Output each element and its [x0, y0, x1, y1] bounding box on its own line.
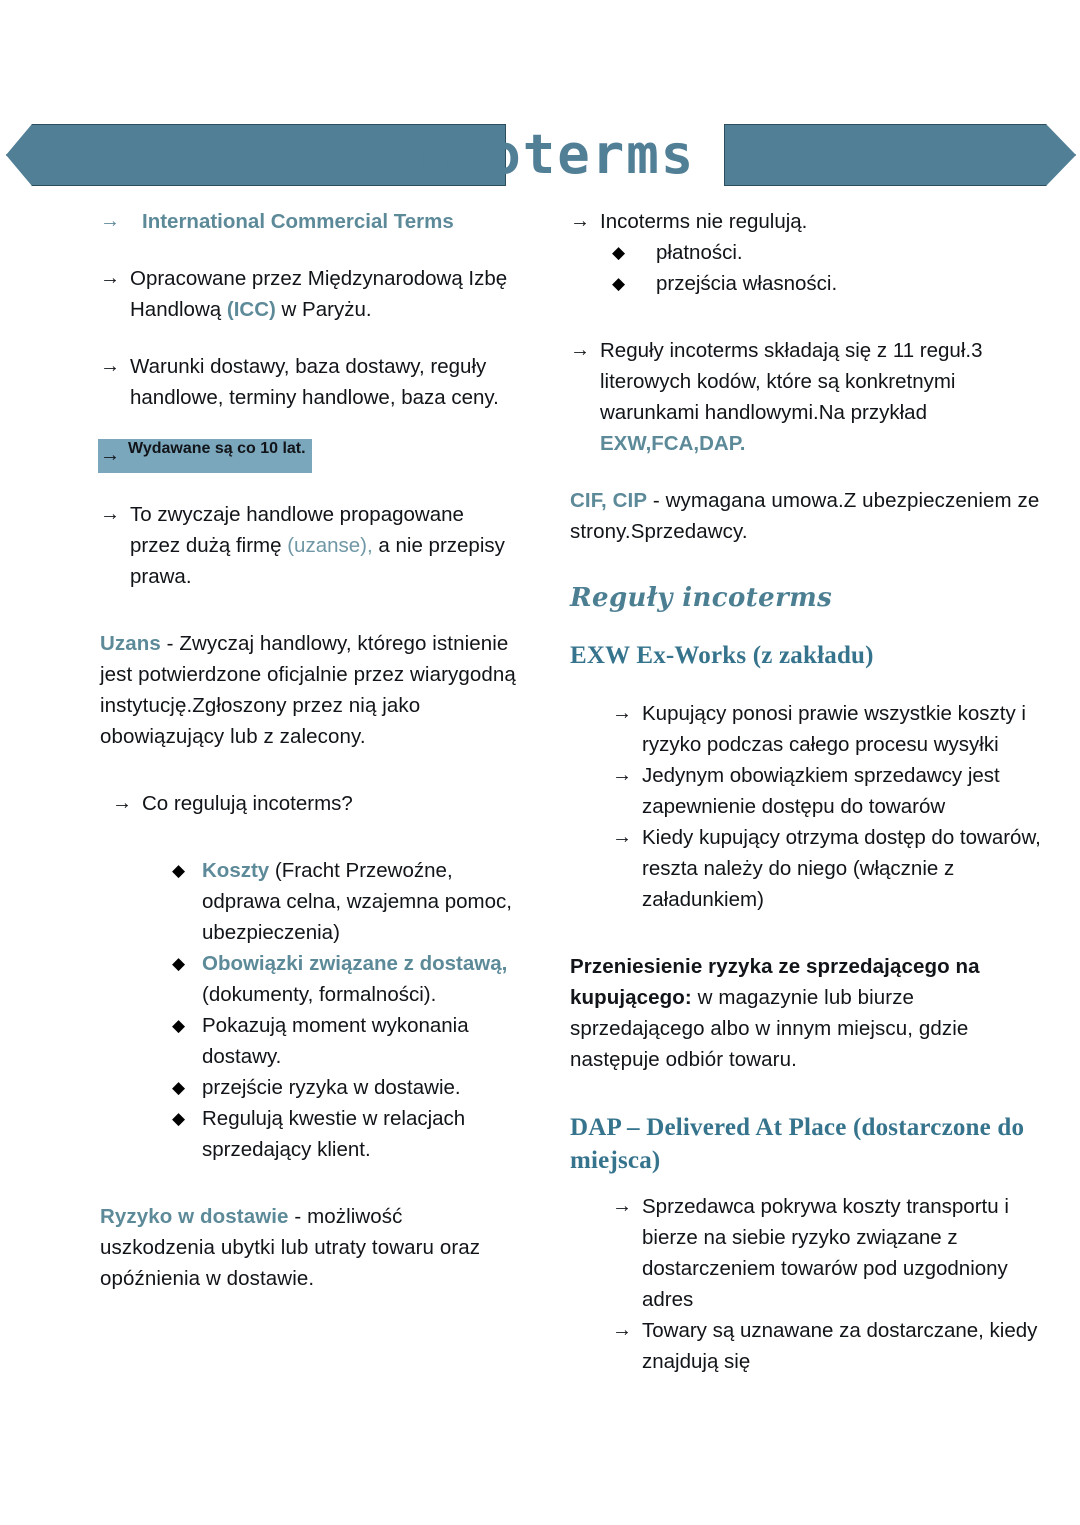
- bullet-label: Incoterms nie regulują.: [600, 210, 808, 233]
- accent-part: Obowiązki związane z dostawą,: [202, 952, 508, 975]
- arrow-icon: →: [100, 444, 120, 466]
- list-co-reguluja-items: [100, 855, 518, 1165]
- spacer: [100, 413, 518, 439]
- spacer: [100, 473, 518, 499]
- bullet-label: [600, 335, 1044, 459]
- spacer: [100, 592, 518, 628]
- bullet-label: Kiedy kupujący otrzyma dostęp do towarów, reszta należy do niego (włącznie z załadunkiem): [642, 826, 1041, 911]
- right-column: [540, 206, 1080, 1377]
- spacer: [570, 1075, 1044, 1111]
- arrow-icon: →: [612, 1319, 632, 1341]
- arrow-icon: →: [100, 267, 120, 289]
- definition-cif-cip: - wymagana umowa.Z ubezpieczeniem ze strony.Sprzedawcy.: [570, 489, 1040, 543]
- bullet-label: Kupujący ponosi prawie wszystkie koszty i ryzyko podczas całego procesu wysyłki: [642, 702, 1026, 756]
- arrow-icon: →: [612, 1195, 632, 1217]
- spacer: [100, 237, 518, 263]
- text-part: a nie przepisy prawa.: [130, 534, 505, 588]
- spacer: [570, 459, 1044, 485]
- definition-przeniesienie: w magazynie lub biurze sprzedającego albo w innym miejscu, gdzie następuje odbiór towaru.: [570, 986, 969, 1071]
- text-part: w Paryżu.: [275, 298, 372, 321]
- bullet-dap-item: [612, 1315, 1044, 1377]
- spacer: [570, 299, 1044, 335]
- bullet-exw-item: [612, 822, 1044, 915]
- list-item: [172, 1010, 518, 1072]
- arrow-icon: →: [612, 764, 632, 786]
- bullet-label: International Commercial Terms: [142, 210, 454, 233]
- diamond-icon: ◆: [612, 243, 626, 262]
- left-column: [0, 206, 540, 1377]
- term-uzans: Uzans: [100, 632, 161, 655]
- bullet-international-commercial-terms: [100, 206, 518, 237]
- list-item: [612, 268, 1044, 299]
- heading-dap-delivered-at-place: DAP – Delivered At Place (dostarczone do miejsca): [570, 1114, 1025, 1174]
- diamond-icon: ◆: [172, 1109, 186, 1128]
- list-item-label: przejście ryzyka w dostawie.: [202, 1076, 461, 1099]
- accent-codes: EXW,FCA,DAP.: [600, 432, 746, 455]
- list-item: [172, 1072, 518, 1103]
- bullet-opracowane-przez-icc: [100, 263, 518, 325]
- text-part: To zwyczaje handlowe propagowane przez dużą firmę: [130, 503, 464, 557]
- bullet-label: Towary są uznawane za dostarczane, kiedy znajdują się: [642, 1319, 1038, 1373]
- diamond-icon: ◆: [172, 1078, 186, 1097]
- spacer: [570, 915, 1044, 951]
- bullet-zwyczaje-handlowe: [100, 499, 518, 592]
- text-part: Reguły incoterms składają się z 11 reguł.3 literowych kodów, które są konkretnymi warunkami handlowymi.Na przykład: [600, 339, 983, 424]
- list-dap-items: [570, 1191, 1044, 1377]
- term-ryzyko: Ryzyko w dostawie: [100, 1205, 289, 1228]
- spacer: [570, 1177, 1044, 1191]
- diamond-icon: ◆: [612, 274, 626, 293]
- arrow-icon: →: [612, 702, 632, 724]
- definition-ryzyko: - możliwość uszkodzenia ubytki lub utraty towaru oraz opóźnienia w dostawie.: [100, 1205, 481, 1290]
- heading-reguly-incoterms: Reguły incoterms: [570, 583, 833, 613]
- paragraph-cif-cip: [570, 485, 1044, 547]
- arrow-icon: →: [612, 826, 632, 848]
- bullet-incoterms-nie-reguluja: [570, 206, 1044, 237]
- list-item: [172, 948, 518, 1010]
- list-item-label: Pokazują moment wykonania dostawy.: [202, 1014, 469, 1068]
- paragraph-przeniesienie-ryzyka: [570, 951, 1044, 1075]
- arrow-icon: →: [100, 210, 120, 232]
- paragraph-ryzyko-w-dostawie: [100, 1201, 518, 1294]
- list-item: [612, 237, 1044, 268]
- accent-part: Koszty: [202, 859, 270, 882]
- arrow-icon: →: [100, 503, 120, 525]
- bullet-dap-item: [612, 1191, 1044, 1315]
- bullet-reguly-incoterms-11: [570, 335, 1044, 459]
- bullet-exw-item: [612, 698, 1044, 760]
- bullet-label: Co regulują incoterms?: [142, 792, 353, 815]
- list-item: [172, 1103, 518, 1165]
- spacer: [100, 325, 518, 351]
- bullet-label: Warunki dostawy, baza dostawy, reguły handlowe, terminy handlowe, baza ceny.: [130, 355, 499, 409]
- bullet-label: Wydawane są co 10 lat.: [128, 440, 306, 457]
- list-item-label: [202, 948, 518, 1010]
- list-exw-items: [570, 698, 1044, 915]
- bullet-label: Jedynym obowiązkiem sprzedawcy jest zapewnienie dostępu do towarów: [642, 764, 1000, 818]
- arrow-icon: →: [112, 792, 132, 814]
- list-nie-reguluja-items: [570, 237, 1044, 299]
- text-part: (dokumenty, formalności).: [202, 983, 437, 1006]
- arrow-icon: →: [570, 339, 590, 361]
- list-item-label: Regulują kwestie w relacjach sprzedający klient.: [202, 1107, 466, 1161]
- diamond-icon: ◆: [172, 1016, 186, 1035]
- term-cif-cip: CIF, CIP: [570, 489, 648, 512]
- list-item-label: [202, 855, 518, 948]
- page-title: Incoterms: [384, 123, 696, 186]
- bullet-label: Sprzedawca pokrywa koszty transportu i bierze na siebie ryzyko związane z dostarczeniem towarów pod uzgodniony adres: [642, 1195, 1009, 1311]
- diamond-icon: ◆: [172, 954, 186, 973]
- term-przeniesienie: Przeniesienie ryzyka ze sprzedającego na kupującego:: [570, 955, 980, 1009]
- list-item-label: przejścia własności.: [656, 272, 838, 295]
- accent-icc: (ICC): [226, 298, 276, 321]
- list-item: [172, 855, 518, 948]
- definition-uzans: - Zwyczaj handlowy, którego istnienie jest potwierdzone oficjalnie przez wiarygodną instytucję.Zgłoszony przez nią jako obowiązujący lub z zalecony.: [100, 632, 516, 748]
- list-item-label: płatności.: [656, 241, 743, 264]
- bullet-label: [130, 263, 518, 325]
- heading-exw-ex-works: EXW Ex-Works (z zakładu): [570, 642, 874, 669]
- bullet-label: [130, 499, 518, 592]
- bullet-wydawane-co-10-lat-highlighted: [98, 439, 312, 473]
- spacer: [100, 1165, 518, 1201]
- diamond-icon: ◆: [172, 861, 186, 880]
- page-banner: [0, 124, 1080, 186]
- arrow-icon: →: [570, 210, 590, 232]
- content-columns: [0, 206, 1080, 1377]
- arrow-icon: →: [100, 355, 120, 377]
- subsection-co-reguluja: [100, 788, 518, 819]
- paragraph-uzans: [100, 628, 518, 752]
- spacer: [100, 752, 518, 788]
- text-part: Opracowane przez Międzynarodową Izbę Handlową: [130, 267, 508, 321]
- bullet-warunki-dostawy: [100, 351, 518, 413]
- spacer: [570, 547, 1044, 583]
- spacer: [100, 819, 518, 855]
- text-part: (Fracht Przewoźne, odprawa celna, wzajemna pomoc, ubezpieczenia): [202, 859, 512, 944]
- accent-uzanse: (uzanse),: [287, 534, 373, 557]
- spacer: [570, 613, 1044, 639]
- spacer: [570, 672, 1044, 698]
- bullet-co-reguluja-incoterms: [112, 788, 518, 819]
- bullet-exw-item: [612, 760, 1044, 822]
